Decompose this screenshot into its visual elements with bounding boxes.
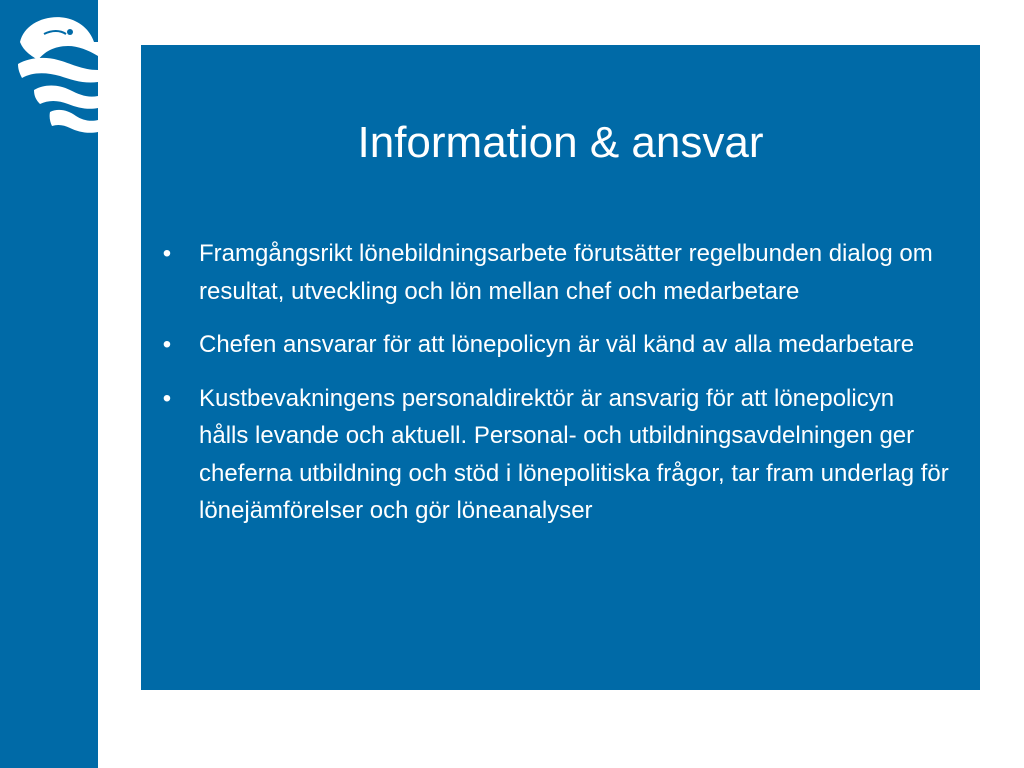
bullet-marker: •: [162, 331, 172, 358]
bullet-text: Framgångsrikt lönebildningsarbete förutsätter regelbunden dialog om resultat, utveckling och lön mellan chef och medarbetare: [199, 240, 933, 305]
content-panel: [141, 45, 980, 690]
slide-title: Information & ansvar: [357, 118, 764, 167]
bullet-text: Chefen ansvarar för att lönepolicyn är väl känd av alla medarbetare: [199, 331, 915, 358]
left-brand-bar: [0, 0, 98, 768]
bullet-text: Kustbevakningens personaldirektör är ansvarig för att lönepolicyn hålls levande och aktuell. Personal- och utbildningsavdelningen ger cheferna utbildning och stöd i lönepolitiska frågor, tar fram underlag för lönejämförelser och gör löneanalyser: [199, 384, 949, 524]
eagle-head-emblem-icon: [14, 12, 98, 136]
bullet-marker: •: [162, 240, 172, 267]
bullet-item: [162, 326, 949, 364]
bullet-marker: •: [162, 384, 172, 412]
bullet-list: [162, 235, 949, 546]
bullet-item: [162, 235, 949, 310]
bullet-item: [162, 380, 949, 530]
